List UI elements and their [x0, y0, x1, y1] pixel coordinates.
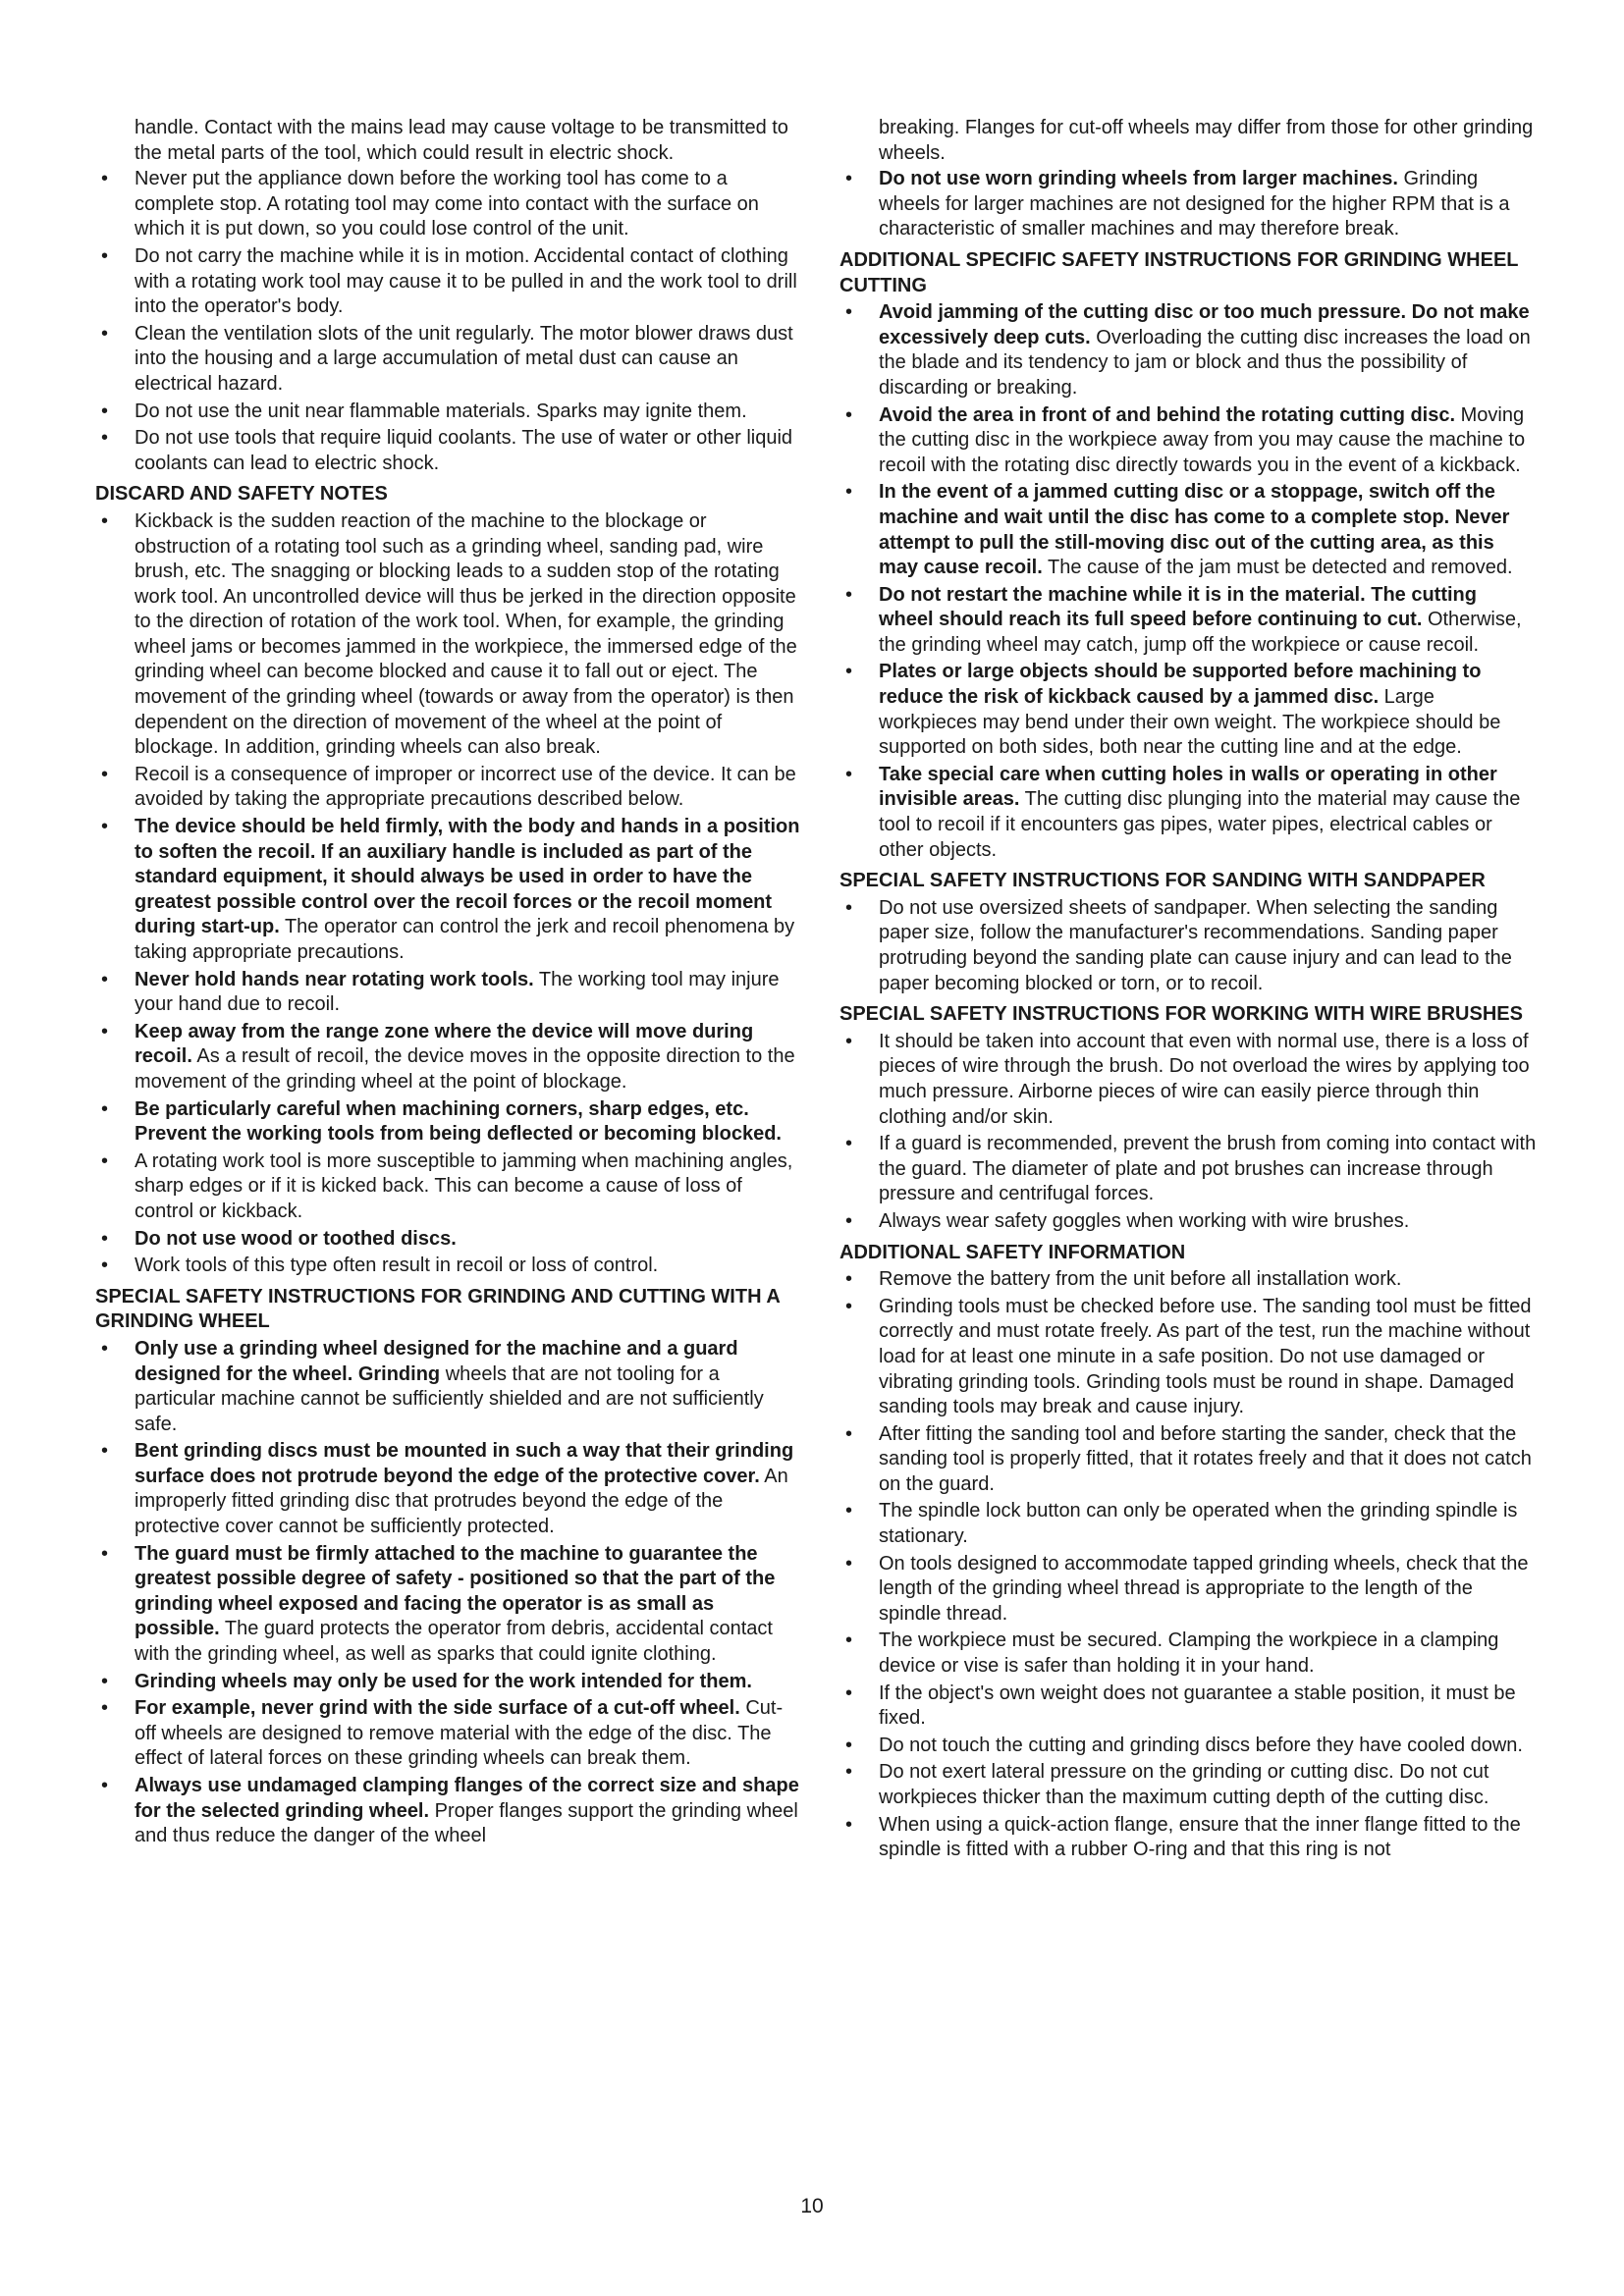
list-item-lead: Keep away from the range zone where the device will move during recoil. — [135, 1020, 754, 1068]
list-item — [839, 1132, 1537, 1207]
list-item-text: An improperly fitted grinding disc that protrudes beyond the edge of the protective cover cannot be sufficiently protected. — [135, 1465, 788, 1538]
section-heading-sanding: SPECIAL SAFETY INSTRUCTIONS FOR SANDING WITH SANDPAPER — [839, 870, 1486, 892]
list-item — [95, 1097, 802, 1148]
list-item-lead: Do not use worn grinding wheels from larger machines. — [879, 168, 1398, 190]
additional-safety-list — [839, 1267, 1537, 1863]
list-item-text: wheels that are not tooling for a particular machine cannot be sufficiently shielded and are not sufficiently safe. — [135, 1362, 764, 1435]
list-item — [95, 509, 802, 761]
list-item-text: Never put the appliance down before the working tool has come to a complete stop. A rotating tool may come into contact with the surface on which it is put down, so you could lose control of the unit. — [135, 168, 759, 240]
list-item-text: Do not carry the machine while it is in motion. Accidental contact of clothing with a rotating work tool may cause it to be pulled in and the work tool to drill into the operator's body. — [135, 244, 797, 318]
list-item-lead: Grinding wheels may only be used for the work intended for them. — [135, 1670, 752, 1692]
list-item-lead: Bent grinding discs must be mounted in such a way that their grinding surface does not protrude beyond the edge of the protective cover. — [135, 1440, 794, 1487]
list-item — [839, 763, 1537, 863]
list-item — [95, 426, 802, 476]
list-item-lead: The guard must be firmly attached to the machine to guarantee the greatest possible degree of safety - positioned so that the part of the grinding wheel exposed and facing the operator is as small as possible. — [135, 1542, 776, 1640]
section-heading-additional: ADDITIONAL SAFETY INFORMATION — [839, 1241, 1186, 1263]
section-heading-wire-brushes: SPECIAL SAFETY INSTRUCTIONS FOR WORKING WITH WIRE BRUSHES — [839, 1003, 1523, 1026]
list-item-lead: Never hold hands near rotating work tools. — [135, 968, 534, 990]
list-item-text: As a result of recoil, the device moves in the opposite direction to the movement of the grinding wheel at the point of blockage. — [135, 1045, 795, 1093]
list-item-text: When using a quick-action flange, ensure that the inner flange fitted to the spindle is fitted with a rubber O-ring and that this ring is not — [879, 1813, 1521, 1861]
intro-paragraph: handle. Contact with the mains lead may cause voltage to be transmitted to the metal parts of the tool, which could result in electric shock. — [135, 117, 788, 164]
list-item — [95, 1020, 802, 1095]
page-number: 10 — [800, 2195, 824, 2217]
list-item-lead: Always use undamaged clamping flanges of the correct size and shape for the selected grinding wheel. — [135, 1775, 799, 1822]
list-item — [95, 1149, 802, 1225]
list-item-text: On tools designed to accommodate tapped grinding wheels, check that the length of the grinding wheel thread is appropriate to the length of the spindle thread. — [879, 1552, 1529, 1625]
list-item — [839, 660, 1537, 760]
section-heading-grinding: SPECIAL SAFETY INSTRUCTIONS FOR GRINDING AND CUTTING WITH A GRINDING WHEEL — [95, 1285, 781, 1333]
list-item-text: The guard protects the operator from debris, accidental contact with the grinding wheel, as well as sparks that could ignite clothing. — [135, 1618, 773, 1666]
list-item-text: Proper flanges support the grinding wheel and thus reduce the danger of the wheel — [135, 1799, 798, 1847]
list-item — [839, 1030, 1537, 1130]
grinding-safety-list — [95, 1337, 802, 1849]
list-item — [95, 1696, 802, 1772]
list-item-lead: Plates or large objects should be supported before machining to reduce the risk of kickback caused by a jammed disc. — [879, 661, 1482, 709]
list-item-lead: Do not restart the machine while it is in the material. The cutting wheel should reach its full speed before continuing to cut. — [879, 583, 1477, 631]
list-item-text: If the object's own weight does not guarantee a stable position, it must be fixed. — [879, 1682, 1516, 1730]
list-item — [95, 968, 802, 1018]
list-item-text: Grinding tools must be checked before use. The sanding tool must be fitted correctly and must rotate freely. As part of the test, run the machine without load for at least one minute in a safe position. Do not use damaged or vibrating grinding tools. Grinding tools must be round in shape. Damaged sanding tools may break and cause injury. — [879, 1295, 1532, 1418]
list-item — [95, 815, 802, 966]
list-item-text: The operator can control the jerk and recoil phenomena by taking appropriate precautions. — [135, 916, 795, 963]
list-item — [95, 1227, 802, 1253]
section-heading-discard: DISCARD AND SAFETY NOTES — [95, 483, 388, 506]
list-item — [839, 1209, 1537, 1235]
list-item — [95, 244, 802, 320]
list-item — [95, 322, 802, 398]
wire-brushes-safety-list — [839, 1030, 1537, 1235]
list-item-text: Do not touch the cutting and grinding discs before they have cooled down. — [879, 1734, 1523, 1756]
list-item — [839, 896, 1537, 996]
list-item-text: The working tool may injure your hand due to recoil. — [135, 968, 780, 1016]
discard-safety-list — [95, 509, 802, 1279]
list-item-text: Do not use oversized sheets of sandpaper. When selecting the sanding paper size, follow the manufacturer's recommendations. Sanding paper protruding beyond the sanding plate can cause injury and can lead to the paper becoming blocked or torn, or to recoil. — [879, 896, 1512, 994]
list-item-text: Always wear safety goggles when working with wire brushes. — [879, 1209, 1410, 1232]
list-item-text: Kickback is the sudden reaction of the machine to the blockage or obstruction of a rotating tool such as a grinding wheel, sanding pad, wire brush, etc. The snagging or blocking leads to a sudden stop of the rotating work tool. An uncontrolled device will thus be jerked in the direction opposite to the direction of rotation of the work tool. When, for example, the grinding wheel jams or becomes jammed in the workpiece, the immersed edge of the grinding wheel can become blocked and cause it to fall out or eject. The movement of the grinding wheel (towards or away from the operator) is then dependent on the direction of movement of the wheel at the point of blockage. In addition, grinding wheels can also break. — [135, 509, 797, 759]
list-item-text: It should be taken into account that even with normal use, there is a loss of pieces of wire through the brush. Do not overload the wires by applying too much pressure. Airborne pieces of wire can easily pierce through thin clothing and/or skin. — [879, 1030, 1530, 1128]
list-item-text: If a guard is recommended, prevent the brush from coming into contact with the guard. The diameter of plate and pot brushes can increase through pressure and centrifugal forces. — [879, 1133, 1537, 1205]
list-item-text: Cut-off wheels are designed to remove material with the edge of the disc. The effect of lateral forces on these grinding wheels can break them. — [135, 1697, 784, 1770]
list-item — [839, 403, 1537, 479]
list-item — [839, 1295, 1537, 1420]
list-item-lead: Do not use wood or toothed discs. — [135, 1227, 457, 1250]
section-heading-cutting: ADDITIONAL SPECIFIC SAFETY INSTRUCTIONS FOR GRINDING WHEEL CUTTING — [839, 248, 1519, 296]
list-item — [95, 1439, 802, 1539]
list-item-lead: Only use a grinding wheel designed for the machine and a guard designed for the wheel. Grinding — [135, 1337, 738, 1385]
list-item — [839, 1760, 1537, 1810]
list-item-text: The cause of the jam must be detected and removed. — [1042, 557, 1513, 579]
list-item — [839, 300, 1537, 400]
list-item — [839, 583, 1537, 659]
list-item-lead: Take special care when cutting holes in walls or operating in other invisible areas. — [879, 763, 1497, 811]
list-item-lead: For example, never grind with the side surface of a cut-off wheel. — [135, 1697, 740, 1720]
list-item-text: Overloading the cutting disc increases the load on the blade and its tendency to jam or block and thus the possibility of discarding or breaking. — [879, 326, 1531, 399]
cutting-safety-list — [839, 300, 1537, 863]
list-item-lead: Avoid jamming of the cutting disc or too much pressure. Do not make excessively deep cuts. — [879, 301, 1530, 348]
list-item — [839, 1682, 1537, 1732]
right-column — [839, 116, 1537, 1865]
list-item — [839, 1499, 1537, 1549]
list-item-text: After fitting the sanding tool and before starting the sander, check that the sanding tool is properly fitted, that it rotates freely and that it does not catch on the guard. — [879, 1422, 1532, 1495]
list-item — [95, 1254, 802, 1279]
list-item — [839, 1267, 1537, 1293]
list-item — [95, 1337, 802, 1437]
list-item-text: Large workpieces may bend under their own weight. The workpiece should be supported on both sides, both near the cutting line and at the edge. — [879, 686, 1501, 759]
list-item — [839, 1734, 1537, 1759]
general-safety-list — [95, 167, 802, 476]
list-item-text: Clean the ventilation slots of the unit regularly. The motor blower draws dust into the housing and a large accumulation of metal dust can cause an electrical hazard. — [135, 322, 793, 395]
list-item — [839, 480, 1537, 580]
list-item-text: Work tools of this type often result in recoil or loss of control. — [135, 1255, 659, 1277]
list-item-text: The workpiece must be secured. Clamping the workpiece in a clamping device or vise is safer than holding it in your hand. — [879, 1629, 1499, 1678]
list-item-text: A rotating work tool is more susceptible to jamming when machining angles, sharp edges or if it is kicked back. This can become a cause of loss of control or kickback. — [135, 1149, 793, 1222]
list-item-lead: In the event of a jammed cutting disc or a stoppage, switch off the machine and wait until the disc has come to a complete stop. Never attempt to pull the still-moving disc out of the cutting area, as this may cause recoil. — [879, 481, 1510, 579]
list-item — [95, 1670, 802, 1695]
sanding-safety-list — [839, 896, 1537, 996]
list-item-text: Otherwise, the grinding wheel may catch, jump off the workpiece or cause recoil. — [879, 609, 1522, 656]
list-item-lead: The device should be held firmly, with the body and hands in a position to soften the recoil. If an auxiliary handle is included as part of the standard equipment, it should always be used in order to have the greatest possible control over the recoil forces or the recoil moment during start-up. — [135, 816, 800, 938]
list-item — [839, 1629, 1537, 1679]
left-column — [95, 116, 802, 1851]
list-item — [95, 1774, 802, 1849]
list-item — [839, 1552, 1537, 1628]
list-item — [95, 400, 802, 425]
list-item-text: The cutting disc plunging into the material may cause the tool to recoil if it encounters gas pipes, water pipes, electrical cables or other objects. — [879, 788, 1521, 861]
list-item-text: The spindle lock button can only be operated when the grinding spindle is stationary. — [879, 1500, 1518, 1548]
list-item-text: Recoil is a consequence of improper or incorrect use of the device. It can be avoided by taking the appropriate precautions described below. — [135, 763, 796, 811]
list-item-text: Remove the battery from the unit before all installation work. — [879, 1268, 1402, 1291]
list-item — [95, 763, 802, 813]
worn-wheels-list — [839, 167, 1537, 242]
list-item — [95, 167, 802, 242]
list-item-text: Do not use tools that require liquid coolants. The use of water or other liquid coolants can lead to electric shock. — [135, 427, 793, 474]
list-item-text: Do not use the unit near flammable materials. Sparks may ignite them. — [135, 400, 747, 422]
list-item — [95, 1542, 802, 1668]
list-item — [839, 1422, 1537, 1498]
continued-paragraph: breaking. Flanges for cut-off wheels may differ from those for other grinding wheels. — [879, 117, 1534, 164]
list-item — [839, 1813, 1537, 1863]
list-item-text: Moving the cutting disc in the workpiece away from you may cause the machine to recoil with the rotating disc directly towards you in the event of a kickback. — [879, 403, 1526, 476]
list-item-lead: Avoid the area in front of and behind the rotating cutting disc. — [879, 403, 1456, 426]
list-item — [839, 167, 1537, 242]
list-item-lead: Be particularly careful when machining corners, sharp edges, etc. Prevent the working tools from being deflected or becoming blocked. — [135, 1097, 782, 1146]
list-item-text: Do not exert lateral pressure on the grinding or cutting disc. Do not cut workpieces thicker than the maximum cutting depth of the cutting disc. — [879, 1761, 1489, 1808]
list-item-text: Grinding wheels for larger machines are not designed for the higher RPM that is a characteristic of smaller machines and may therefore break. — [879, 168, 1510, 240]
